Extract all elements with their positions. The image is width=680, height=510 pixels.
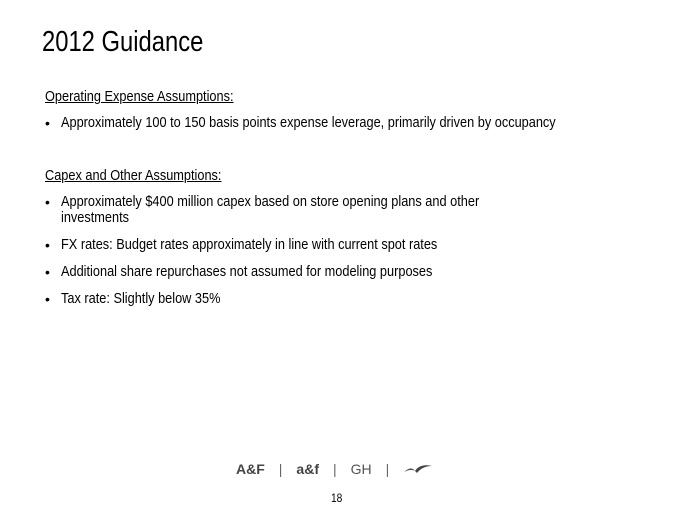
capex-bullet-list — [45, 194, 553, 307]
slide-title: 2012 Guidance — [42, 26, 204, 58]
brand-logos-footer — [236, 461, 433, 477]
section-heading-operating-expense: Operating Expense Assumptions: — [45, 88, 234, 105]
bullet-dot-icon: • — [45, 194, 50, 210]
bullet-item — [45, 194, 553, 210]
bullet-item — [45, 264, 553, 280]
bullet-item — [45, 237, 553, 253]
bullet-text: FX rates: Budget rates approximately in line with current spot rates — [61, 236, 438, 253]
hollister-seagull-icon — [403, 463, 433, 475]
logo-separator: | — [278, 461, 283, 477]
bullet-text: Approximately $400 million capex based on store opening plans and other — [61, 193, 480, 210]
abercrombie-kids-logo: a&f — [296, 461, 319, 477]
section-heading-capex: Capex and Other Assumptions: — [45, 167, 222, 184]
af-logo: A&F — [236, 461, 265, 477]
bullet-dot-icon: • — [45, 237, 50, 253]
bullet-item — [45, 291, 553, 307]
logo-separator: | — [332, 461, 337, 477]
page-number: 18 — [331, 491, 343, 505]
bullet-text-continuation: investments — [61, 209, 130, 226]
logo-separator: | — [385, 461, 390, 477]
bullet-item-continuation — [45, 210, 553, 226]
bullet-text: Additional share repurchases not assumed for modeling purposes — [61, 263, 433, 280]
bullet-dot-icon: • — [45, 264, 50, 280]
operating-expense-bullet-list — [45, 115, 643, 131]
bullet-dot-icon: • — [45, 291, 50, 307]
bullet-dot-icon: • — [45, 115, 50, 131]
bullet-item — [45, 115, 643, 131]
gilly-hicks-logo: GH — [350, 461, 372, 477]
bullet-text: Approximately 100 to 150 basis points expense leverage, primarily driven by occupancy — [61, 114, 556, 131]
bullet-text: Tax rate: Slightly below 35% — [61, 290, 221, 307]
